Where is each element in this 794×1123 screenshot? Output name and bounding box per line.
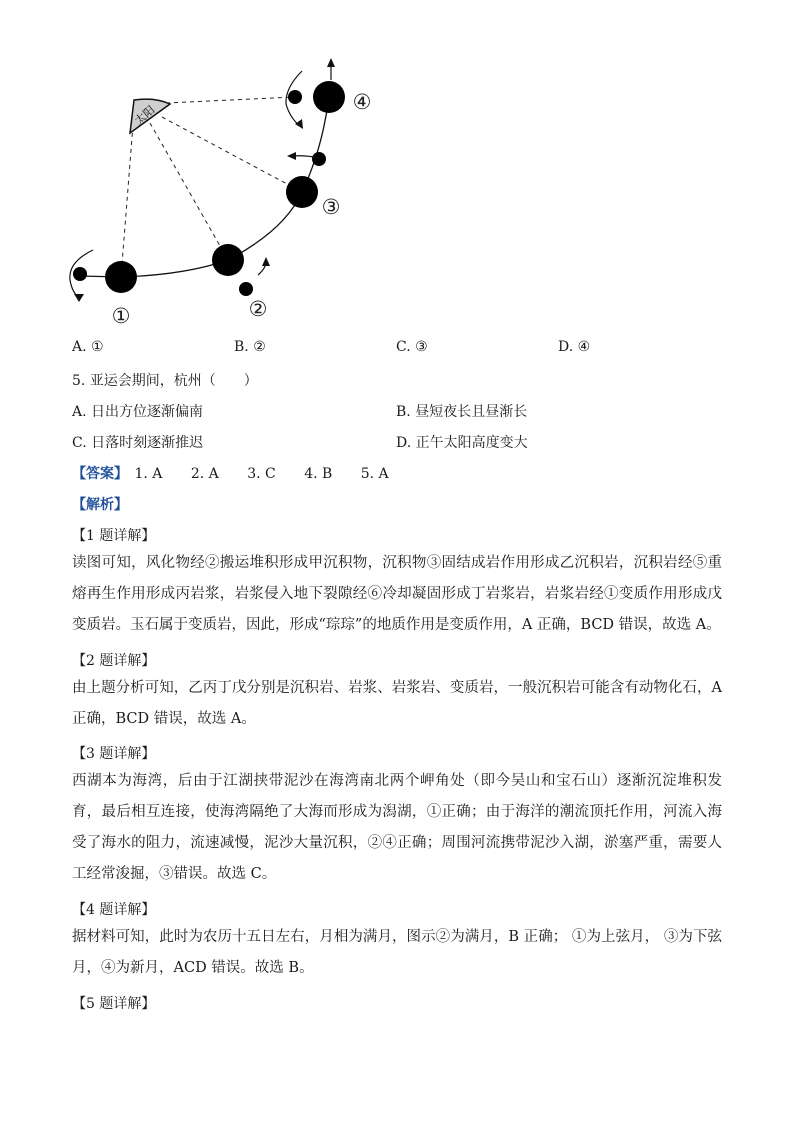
q5-option-c: C. 日落时刻逐渐推迟: [72, 435, 204, 451]
sun-ray-1: [121, 125, 133, 277]
q4-option-b: B. ②: [234, 339, 266, 355]
label-position-2: ②: [248, 297, 268, 321]
section-title: 【3 题详解】: [72, 746, 156, 762]
section-body: 西湖本为海湾，后由于江湖挟带泥沙在海湾南北两个岬角处（即今吴山和宝石山）逐渐沉淀堆积发育，最后相互连接，使海湾隔绝了大海而形成为潟湖，①正确；由于海洋的潮流顶托作用，河流入海受了海水的阻力，流速减慢，泥沙大量沉积，②④正确；周围河流携带泥沙入湖，淤塞严重，需要人工经常浚掘，③错误。故选 C。: [72, 773, 722, 882]
arrow-head-4: [295, 119, 303, 129]
answer-item: 1. A: [134, 466, 163, 482]
moon-4: [288, 90, 302, 104]
sun-label: 太阳: [132, 103, 158, 128]
arrow-head-1: [74, 294, 84, 302]
analysis-label: 【解析】: [72, 497, 128, 513]
q5-option-d: D. 正午太阳高度变大: [396, 435, 528, 451]
moon-phase-diagram: [60, 55, 390, 345]
section-title: 【5 题详解】: [72, 996, 156, 1012]
q5-option-a: A. 日出方位逐渐偏南: [72, 404, 204, 420]
label-position-4: ④: [352, 90, 372, 114]
arrow-head-3: [287, 152, 296, 160]
q5-stem: 5. 亚运会期间，杭州（ ）: [72, 373, 258, 389]
section-title: 【4 题详解】: [72, 902, 156, 918]
q4-option-d: D. ④: [558, 339, 591, 355]
moon-1: [73, 267, 87, 281]
section-body: 据材料可知，此时为农历十五日左右，月相为满月，图示②为满月，B 正确； ①为上弦月， ③为下弦月，④为新月，ACD 错误。故选 B。: [72, 929, 722, 976]
earth-position-1: [105, 261, 137, 293]
q5-option-b: B. 昼短夜长且昼渐长: [396, 404, 528, 420]
section-title: 【1 题详解】: [72, 528, 156, 544]
answer-row: [72, 463, 389, 483]
earth-position-3: [286, 176, 318, 208]
label-position-3: ③: [321, 195, 341, 219]
earth-position-4: [313, 81, 345, 113]
sun-ray-4: [166, 97, 295, 103]
moon-3: [312, 152, 326, 166]
answer-item: 4. B: [304, 466, 333, 482]
q4-option-a: A. ①: [72, 339, 104, 355]
answer-item: 2. A: [190, 466, 219, 482]
arrow-head-orbit: [327, 58, 335, 67]
label-position-1: ①: [111, 304, 131, 328]
sun-ray-2: [150, 123, 228, 260]
earth-position-2: [212, 244, 244, 276]
answer-item: 5. A: [360, 466, 389, 482]
arrow-head-2: [262, 257, 270, 266]
section-title: 【2 题详解】: [72, 653, 156, 669]
q4-option-c: C. ③: [396, 339, 428, 355]
section-body: 读图可知，风化物经②搬运堆积形成甲沉积物，沉积物③固结成岩作用形成乙沉积岩，沉积岩经⑤重熔再生作用形成丙岩浆，岩浆侵入地下裂隙经⑥冷却凝固形成丁岩浆岩，岩浆岩经①变质作用形成戊变质岩。玉石属于变质岩，因此，形成“琮琮”的地质作用是变质作用，A 正确，BCD 错误，故选 A。: [72, 555, 722, 633]
moon-2: [239, 282, 253, 296]
answer-item: 3. C: [247, 466, 276, 482]
section-body: 由上题分析可知，乙丙丁戊分别是沉积岩、岩浆、岩浆岩、变质岩，一般沉积岩可能含有动物化石，A 正确，BCD 错误，故选 A。: [72, 680, 722, 727]
answer-label: 【答案】: [72, 466, 128, 482]
